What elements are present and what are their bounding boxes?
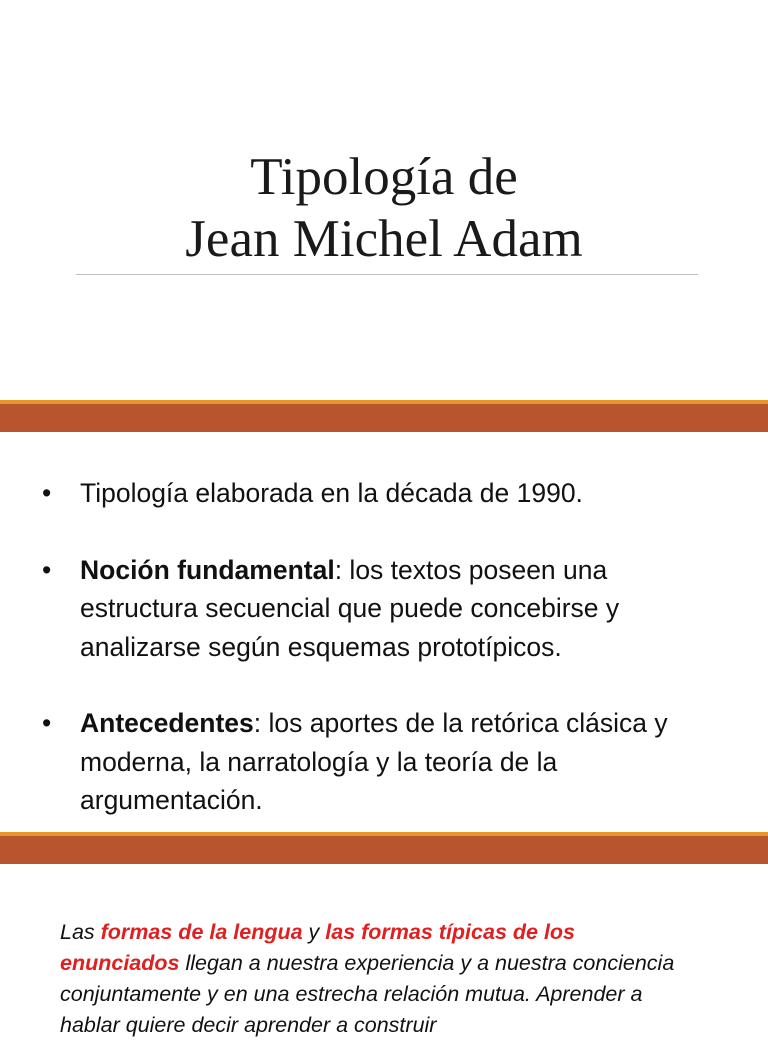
bullet-item bbox=[40, 474, 730, 513]
title-slide bbox=[0, 0, 768, 398]
bullet-bold: Antecedentes bbox=[80, 708, 254, 738]
quote-text: Las bbox=[60, 920, 101, 944]
bullet-icon: • bbox=[42, 478, 52, 508]
quote-paragraph bbox=[60, 917, 700, 1041]
bullet-text: : los aportes de la retórica clásica y moderna, la narratología y la teoría de la argumentación. bbox=[80, 708, 668, 815]
highlight-text: formas de la lengua bbox=[100, 920, 303, 944]
slide-header-band bbox=[0, 832, 768, 864]
content-slide bbox=[0, 432, 768, 832]
highlight-text: las formas típicas de los enunciados bbox=[60, 920, 576, 975]
quote-slide bbox=[0, 864, 768, 1037]
bullet-bold: Noción fundamental bbox=[80, 554, 335, 585]
bullet-text: : los textos poseen una estructura secuencial que puede concebirse y analizarse según esquemas prototípicos. bbox=[80, 554, 620, 662]
bullet-text: Tipología elaborada en la década de 1990. bbox=[80, 478, 583, 508]
bullet-icon: • bbox=[42, 554, 52, 585]
title-line-1: Tipología de bbox=[250, 148, 518, 206]
bullet-item bbox=[40, 551, 730, 667]
slide-title bbox=[0, 146, 768, 270]
bullet-icon: • bbox=[42, 708, 52, 738]
quote-text: y bbox=[302, 920, 326, 944]
quote-text: llegan a nuestra experiencia y a nuestra conciencia conjuntamente y en una estrecha relación mutua. Aprender a hablar quiere decir aprender a construir bbox=[60, 951, 675, 1037]
slide-header-band bbox=[0, 400, 768, 432]
title-divider bbox=[76, 274, 698, 275]
bullet-item bbox=[40, 704, 730, 820]
bullet-list bbox=[40, 474, 730, 858]
title-line-2: Jean Michel Adam bbox=[185, 210, 583, 268]
